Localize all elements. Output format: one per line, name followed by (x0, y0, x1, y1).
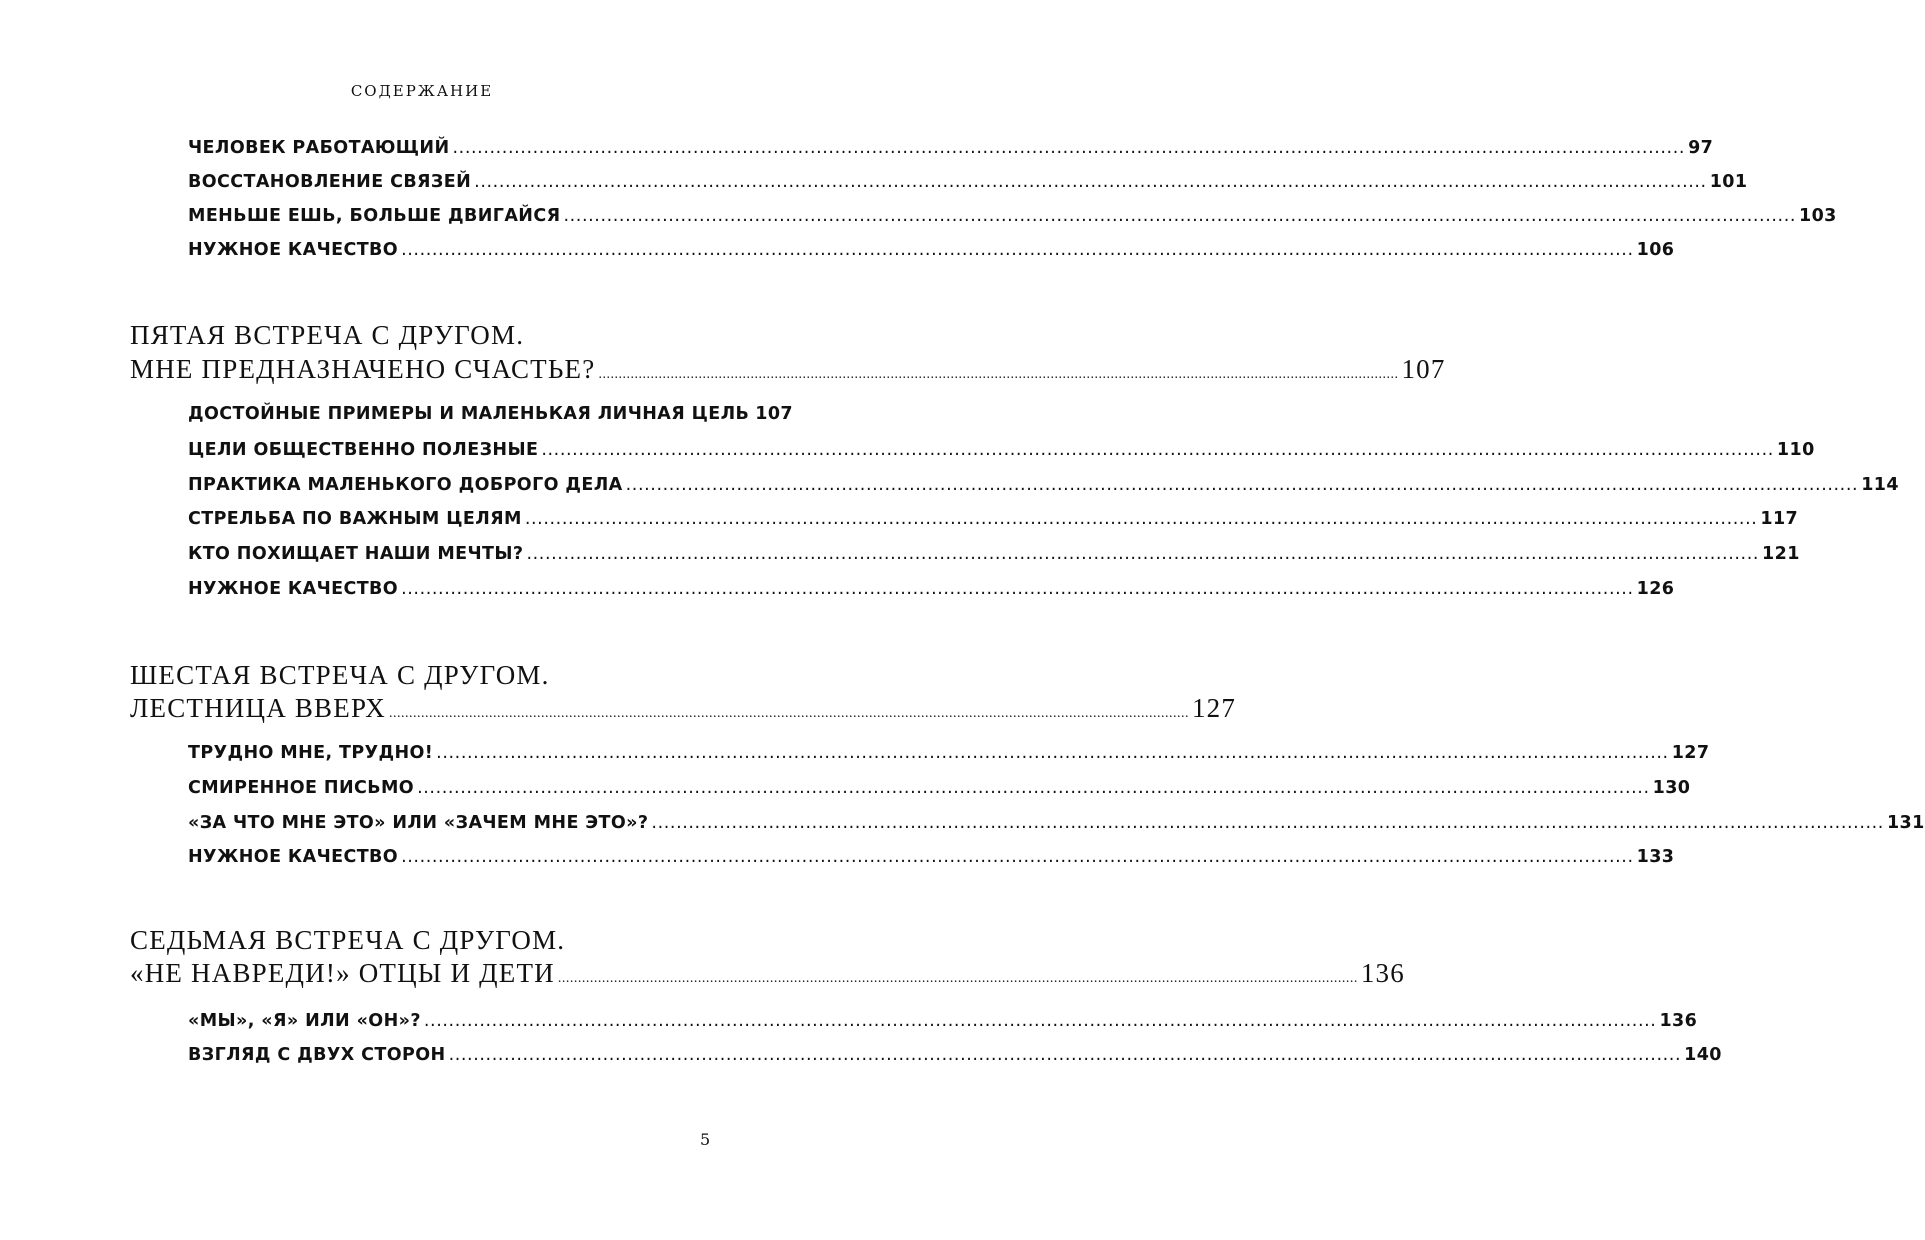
toc-entry-title: НУЖНОЕ КАЧЕСТВО (188, 579, 399, 599)
chapter-heading-line2: ЛЕСТНИЦА ВВЕРХ (130, 693, 386, 723)
toc-entry[interactable] (188, 743, 1710, 773)
toc-entry-title: НУЖНОЕ КАЧЕСТВО (188, 240, 399, 260)
dot-leader (401, 847, 1634, 867)
toc-entry-title: ВОССТАНОВЛЕНИЕ СВЯЗЕЙ (188, 172, 472, 192)
toc-entry[interactable] (188, 206, 1837, 236)
toc-entry[interactable] (188, 475, 1899, 505)
toc-entry[interactable] (188, 509, 1799, 539)
dot-leader (598, 367, 1398, 383)
dot-leader (401, 240, 1634, 260)
running-head: СОДЕРЖАНИЕ (350, 82, 494, 100)
dot-leader (417, 778, 1650, 798)
dot-leader (525, 509, 1758, 529)
toc-entry-title: КТО ПОХИЩАЕТ НАШИ МЕЧТЫ? (188, 544, 524, 564)
toc-entry-page: 126 (1636, 579, 1675, 599)
toc-entry[interactable] (188, 172, 1748, 202)
toc-entry-page: 140 (1684, 1045, 1722, 1065)
dot-leader (436, 743, 1669, 763)
dot-leader (626, 475, 1859, 495)
toc-entry-page: 107 (755, 404, 793, 424)
toc-entry[interactable] (188, 404, 793, 434)
chapter-heading-entry[interactable] (130, 693, 1237, 733)
toc-entry[interactable] (188, 440, 1815, 470)
toc-entry-page: 121 (1762, 544, 1800, 564)
toc-entry-page: 130 (1652, 778, 1691, 798)
dot-leader (449, 1045, 1682, 1065)
toc-entry-page: 110 (1776, 440, 1815, 460)
dot-leader (541, 440, 1774, 460)
toc-entry-title: ТРУДНО МНЕ, ТРУДНО! (188, 743, 434, 763)
chapter-heading-line2: «НЕ НАВРЕДИ!» ОТЦЫ И ДЕТИ (130, 958, 555, 988)
toc-entry[interactable] (188, 240, 1675, 270)
toc-entry-title: НУЖНОЕ КАЧЕСТВО (188, 847, 399, 867)
toc-entry-title: ЦЕЛИ ОБЩЕСТВЕННО ПОЛЕЗНЫЕ (188, 440, 539, 460)
dot-leader (424, 1011, 1657, 1031)
chapter-page: 127 (1191, 693, 1237, 723)
toc-entry-title: «ЗА ЧТО МНЕ ЭТО» ИЛИ «ЗАЧЕМ МНЕ ЭТО»? (188, 813, 649, 833)
toc-entry-page: 133 (1636, 847, 1675, 867)
toc-entry-page: 114 (1861, 475, 1899, 495)
toc-entry[interactable] (188, 813, 1925, 843)
toc-entry-page: 136 (1659, 1011, 1698, 1031)
toc-entry[interactable] (188, 544, 1800, 574)
toc-entry-title: ДОСТОЙНЫЕ ПРИМЕРЫ И МАЛЕНЬКАЯ ЛИЧНАЯ ЦЕЛЬ (188, 404, 750, 424)
chapter-heading-line1: ШЕСТАЯ ВСТРЕЧА С ДРУГОМ. (130, 660, 550, 690)
toc-entry-page: 127 (1671, 743, 1710, 763)
chapter-page: 136 (1360, 958, 1405, 988)
chapter-heading-line2: МНЕ ПРЕДНАЗНАЧЕНО СЧАСТЬЕ? (130, 354, 596, 384)
dot-leader (558, 971, 1358, 987)
toc-entry[interactable] (188, 579, 1675, 609)
dot-leader (474, 172, 1707, 192)
toc-entry-page: 103 (1799, 206, 1837, 226)
dot-leader (453, 138, 1686, 158)
toc-entry-page: 106 (1636, 240, 1675, 260)
toc-entry-title: ВЗГЛЯД С ДВУХ СТОРОН (188, 1045, 446, 1065)
toc-entry-page: 117 (1760, 509, 1799, 529)
toc-entry-title: ПРАКТИКА МАЛЕНЬКОГО ДОБРОГО ДЕЛА (188, 475, 623, 495)
toc-entry[interactable] (188, 1045, 1722, 1075)
dot-leader (563, 206, 1796, 226)
dot-leader (389, 706, 1189, 722)
dot-leader (651, 813, 1884, 833)
toc-entry[interactable] (188, 138, 1714, 168)
dot-leader (401, 579, 1634, 599)
page-number: 5 (700, 1130, 711, 1149)
chapter-heading-line1: ПЯТАЯ ВСТРЕЧА С ДРУГОМ. (130, 320, 525, 350)
dot-leader (526, 544, 1759, 564)
chapter-heading-entry[interactable] (130, 958, 1405, 998)
toc-entry-title: СМИРЕННОЕ ПИСЬМО (188, 778, 415, 798)
toc-entry-title: ЧЕЛОВЕК РАБОТАЮЩИЙ (188, 138, 450, 158)
toc-entry[interactable] (188, 1011, 1698, 1041)
toc-entry-page: 131 (1886, 813, 1925, 833)
toc-entry-title: СТРЕЛЬБА ПО ВАЖНЫМ ЦЕЛЯМ (188, 509, 522, 529)
chapter-heading-entry[interactable] (130, 354, 1446, 394)
toc-entry-title: МЕНЬШЕ ЕШЬ, БОЛЬШЕ ДВИГАЙСЯ (188, 206, 561, 226)
toc-entry-title: «МЫ», «Я» ИЛИ «ОН»? (188, 1011, 421, 1031)
chapter-page: 107 (1401, 354, 1446, 384)
toc-entry[interactable] (188, 847, 1675, 877)
chapter-heading-line1: СЕДЬМАЯ ВСТРЕЧА С ДРУГОМ. (130, 925, 566, 955)
toc-entry-page: 97 (1688, 138, 1714, 158)
toc-entry-page: 101 (1709, 172, 1748, 192)
toc-entry[interactable] (188, 778, 1691, 808)
